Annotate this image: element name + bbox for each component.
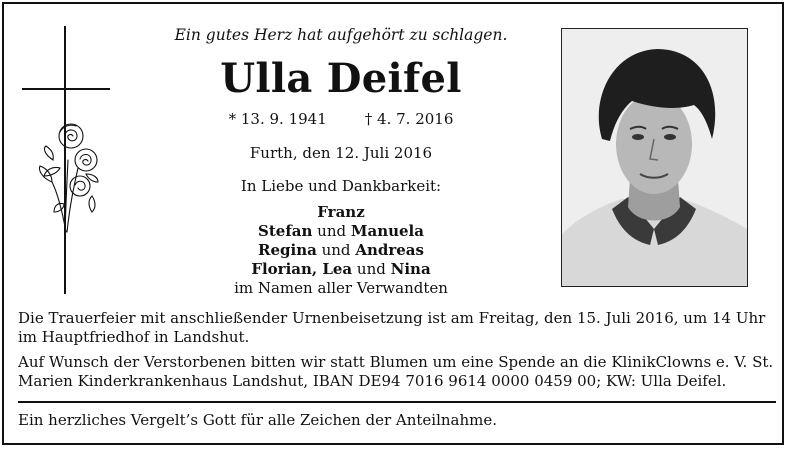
tagline: Ein gutes Herz hat aufgehört zu schlagen. (174, 26, 508, 44)
death-date: † 4. 7. 2016 (364, 110, 454, 128)
obituary-notice (2, 2, 784, 445)
family-line: Florian, Lea und Nina (251, 260, 431, 278)
roses-icon (34, 120, 104, 238)
funeral-info: Die Trauerfeier mit anschließender Urnenbeisetzung ist am Freitag, den 15. Juli 2016, um 14 Uhr im Hauptfriedhof in Landshut. (18, 309, 766, 346)
family-line: Stefan und Manuela (258, 222, 424, 240)
family-line: Franz (317, 203, 365, 221)
thanks-line: In Liebe und Dankbarkeit: (240, 177, 442, 195)
closing-line: Ein herzliches Vergelt’s Gott für alle Zeichen der Anteilnahme. (18, 411, 498, 429)
portrait-photo (561, 28, 748, 287)
life-dates (114, 110, 568, 128)
divider (18, 401, 776, 403)
deceased-name: Ulla Deifel (220, 55, 462, 102)
birth-date: * 13. 9. 1941 (228, 110, 327, 128)
family-list (114, 203, 568, 298)
donation-info: Auf Wunsch der Verstorbenen bitten wir statt Blumen um eine Spende an die KlinikClowns e. V. St. Marien Kinderkrankenhaus Landshut, IBAN DE94 7016 9614 0000 0459 00; KW: Ulla Deifel. (18, 353, 774, 390)
family-line: im Namen aller Verwandten (234, 279, 448, 297)
family-line: Regina und Andreas (258, 241, 424, 259)
place-date: Furth, den 12. Juli 2016 (249, 144, 433, 162)
